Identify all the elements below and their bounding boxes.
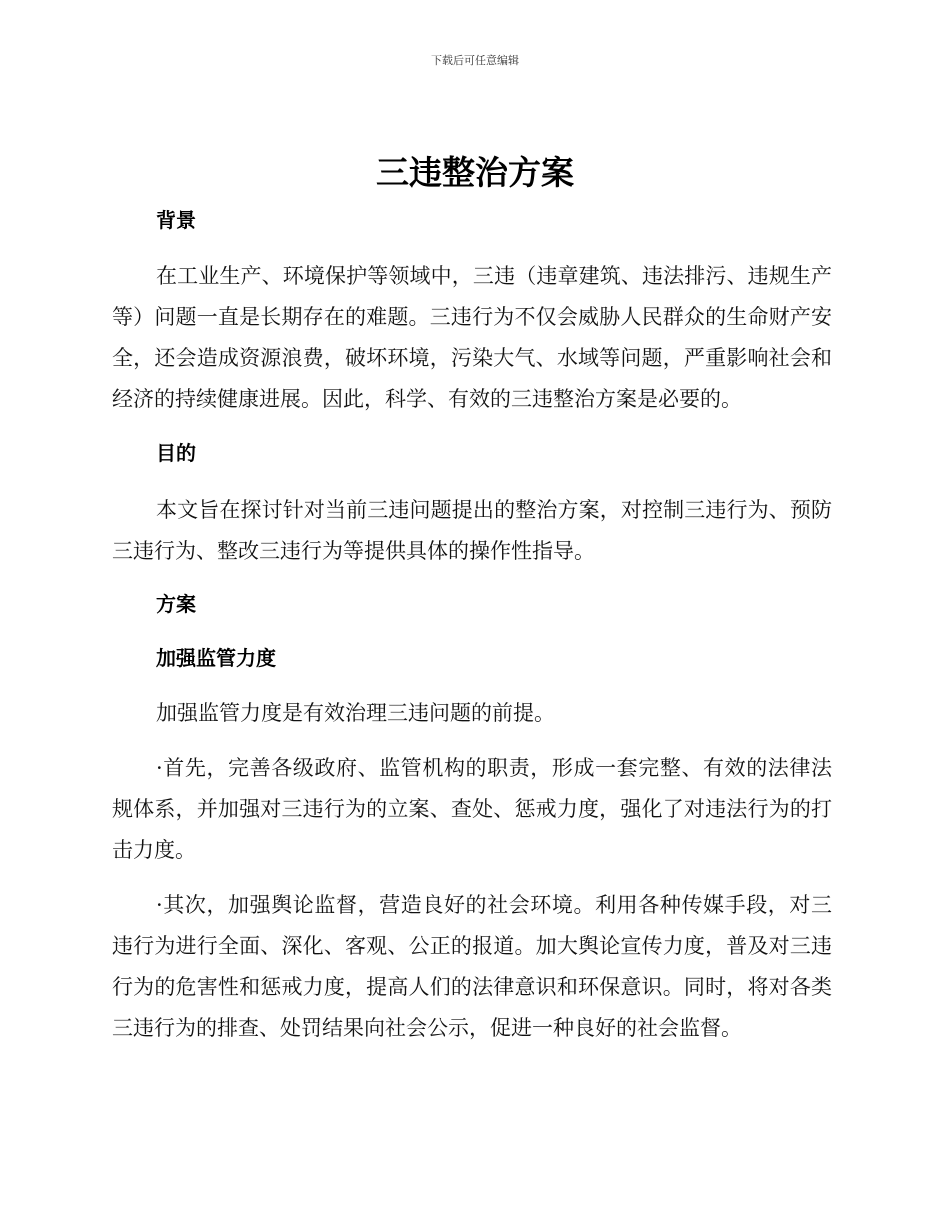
document-title: 三违整治方案 — [376, 153, 574, 192]
supervision-point-second: ·其次，加强舆论监督，营造良好的社会环境。利用各种传媒手段，对三违行为进行全面、深化、客观、公正的报道。加大舆论宣传力度，普及对三违行为的危害性和惩戒力度，提高人们的法律意识和环保意识。同时，将对各类三违行为的排查、处罚结果向社会公示，促进一种良好的社会监督。 — [112, 893, 832, 1040]
section-heading-purpose: 目的 — [156, 441, 196, 465]
section-heading-background: 背景 — [156, 208, 196, 232]
background-paragraph: 在工业生产、环境保护等领域中，三违（违章建筑、违法排污、违规生产等）问题一直是长期存在的难题。三违行为不仅会威胁人民群众的生命财产安全，还会造成资源浪费，破坏环境，污染大气、水域等问题，严重影响社会和经济的持续健康进展。因此，科学、有效的三违整治方案是必要的。 — [112, 264, 832, 411]
page-header-note: 下载后可任意编辑 — [431, 54, 519, 67]
purpose-paragraph: 本文旨在探讨针对当前三违问题提出的整治方案，对控制三违行为、预防三违行为、整改三违行为等提供具体的操作性指导。 — [112, 498, 832, 563]
supervision-intro-paragraph: 加强监管力度是有效治理三违问题的前提。 — [156, 701, 555, 725]
section-heading-plan: 方案 — [156, 592, 196, 616]
subsection-heading-supervision: 加强监管力度 — [156, 646, 276, 670]
document-body — [112, 205, 832, 1049]
supervision-point-first: ·首先，完善各级政府、监管机构的职责，形成一套完整、有效的法律法规体系，并加强对三违行为的立案、查处、惩戒力度，强化了对违法行为的打击力度。 — [112, 756, 832, 862]
